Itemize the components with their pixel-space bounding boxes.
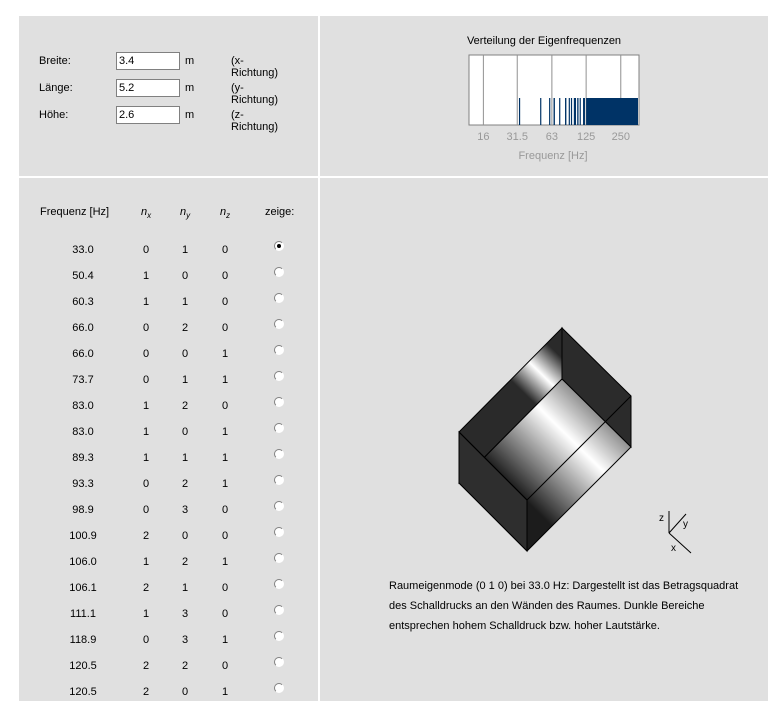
frequency-cell: 66.0 (72, 348, 94, 360)
axis-y-label: y (683, 519, 688, 530)
header-nx-sub: x (147, 211, 152, 221)
show-mode-radio[interactable] (274, 553, 284, 563)
table-row (19, 270, 318, 296)
nx-cell: 0 (142, 322, 150, 334)
length-direction: (y-Richtung) (231, 82, 279, 106)
ny-cell: 3 (181, 504, 189, 516)
nx-cell: 2 (142, 660, 150, 672)
ny-cell: 2 (181, 556, 189, 568)
show-mode-radio[interactable] (274, 501, 284, 511)
axis-x-label: x (671, 543, 676, 554)
height-unit: m (185, 109, 195, 121)
width-unit: m (185, 55, 195, 67)
table-row (19, 608, 318, 634)
nz-cell: 1 (221, 374, 229, 386)
ny-cell: 0 (181, 686, 189, 698)
dimensions-panel (19, 16, 318, 176)
nx-cell: 0 (142, 374, 150, 386)
height-label: Höhe: (39, 109, 69, 121)
tick-label: 63 (545, 131, 558, 143)
frequency-cell: 111.1 (70, 608, 96, 620)
header-nz-sub: z (226, 211, 231, 221)
frequency-cell: 50.4 (72, 270, 94, 282)
show-mode-radio[interactable] (274, 657, 284, 667)
nz-cell: 0 (221, 296, 229, 308)
nx-cell: 1 (142, 270, 150, 282)
mode-description: Raumeigenmode (0 1 0) bei 33.0 Hz: Dargestellt ist das Betragsquadrat des Schalldrucks an den Wänden des Raumes. Dunkle Bereiche entsprechen hohem Schalldruck bzw. hoher Lautstärke. (389, 580, 739, 632)
ny-cell: 1 (181, 244, 189, 256)
show-mode-radio[interactable] (274, 527, 284, 537)
table-row (19, 582, 318, 608)
frequency-cell: 33.0 (72, 244, 94, 256)
ny-cell: 2 (181, 478, 189, 490)
tick-label: 16 (477, 131, 490, 143)
show-mode-radio[interactable] (274, 267, 284, 277)
width-direction: (x-Richtung) (231, 55, 279, 79)
nx-cell: 0 (142, 504, 150, 516)
header-ny (180, 206, 190, 220)
nx-cell: 1 (142, 426, 150, 438)
nx-cell: 2 (142, 530, 150, 542)
frequency-cell: 98.9 (72, 504, 94, 516)
width-label: Breite: (39, 55, 71, 67)
table-row (19, 348, 318, 374)
show-mode-radio[interactable] (274, 449, 284, 459)
show-mode-radio[interactable] (274, 475, 284, 485)
header-frequency: Frequenz [Hz] (40, 206, 110, 218)
table-row (19, 504, 318, 530)
height-direction: (z-Richtung) (231, 109, 279, 133)
frequency-cell: 106.1 (69, 582, 97, 594)
distribution-title: Verteilung der Eigenfrequenzen (466, 35, 622, 47)
header-nx-n: n (141, 206, 148, 218)
show-mode-radio[interactable] (274, 371, 284, 381)
frequency-cell: 118.9 (69, 634, 97, 646)
ny-cell: 2 (181, 322, 189, 334)
table-row (19, 426, 318, 452)
header-nx (141, 206, 151, 220)
frequency-cell: 83.0 (72, 426, 94, 438)
width-input[interactable] (116, 52, 180, 70)
nz-cell: 1 (221, 634, 229, 646)
frequency-cell: 120.5 (69, 686, 97, 698)
show-mode-radio[interactable] (274, 293, 284, 303)
nz-cell: 0 (221, 582, 229, 594)
frequency-cell: 89.3 (72, 452, 94, 464)
table-row (19, 660, 318, 686)
show-mode-radio[interactable] (274, 319, 284, 329)
mode-table-panel (19, 178, 318, 701)
ny-cell: 1 (181, 452, 189, 464)
nz-cell: 1 (221, 686, 229, 698)
ny-cell: 1 (181, 374, 189, 386)
table-row (19, 400, 318, 426)
tick-label: 250 (611, 131, 630, 143)
distribution-xlabel: Frequenz [Hz] (518, 150, 588, 162)
header-ny-sub: y (186, 211, 191, 221)
table-row (19, 530, 318, 556)
nx-cell: 2 (142, 582, 150, 594)
nx-cell: 1 (142, 608, 150, 620)
nz-cell: 1 (221, 556, 229, 568)
show-mode-radio[interactable] (274, 605, 284, 615)
length-unit: m (185, 82, 195, 94)
table-row (19, 296, 318, 322)
ny-cell: 1 (181, 296, 189, 308)
show-mode-radio[interactable] (274, 423, 284, 433)
ny-cell: 0 (181, 348, 189, 360)
table-row (19, 478, 318, 504)
nz-cell: 1 (221, 452, 229, 464)
frequency-cell: 60.3 (72, 296, 94, 308)
header-ny-n: n (180, 206, 187, 218)
nx-cell: 1 (142, 452, 150, 464)
table-row (19, 374, 318, 400)
nz-cell: 0 (221, 400, 229, 412)
tick-label: 31.5 (506, 131, 528, 143)
nx-cell: 2 (142, 686, 150, 698)
table-row (19, 244, 318, 270)
ny-cell: 0 (181, 530, 189, 542)
table-row (19, 322, 318, 348)
nz-cell: 0 (221, 322, 229, 334)
frequency-cell: 106.0 (69, 556, 97, 568)
nx-cell: 1 (142, 400, 150, 412)
header-nz (220, 206, 230, 220)
ny-cell: 0 (181, 270, 189, 282)
frequency-cell: 120.5 (69, 660, 97, 672)
dense-mode-band (586, 98, 638, 125)
nz-cell: 0 (221, 660, 229, 672)
mode-view-panel (320, 178, 768, 701)
nx-cell: 0 (142, 634, 150, 646)
nz-cell: 0 (221, 530, 229, 542)
nz-cell: 0 (221, 504, 229, 516)
ny-cell: 1 (181, 582, 189, 594)
ny-cell: 2 (181, 660, 189, 672)
distribution-chart (468, 54, 640, 128)
table-row (19, 686, 318, 712)
nz-cell: 1 (221, 478, 229, 490)
header-nz-n: n (220, 206, 227, 218)
frequency-distribution-panel (320, 16, 768, 176)
nz-cell: 0 (221, 270, 229, 282)
show-mode-radio[interactable] (274, 683, 284, 693)
tick-label: 125 (576, 131, 596, 143)
nx-cell: 0 (142, 348, 150, 360)
length-label: Länge: (39, 82, 73, 94)
frequency-cell: 100.9 (69, 530, 97, 542)
frequency-cell: 66.0 (72, 322, 94, 334)
ny-cell: 0 (181, 426, 189, 438)
nx-cell: 0 (142, 244, 150, 256)
length-input[interactable] (116, 79, 180, 97)
show-mode-radio[interactable] (274, 345, 284, 355)
nx-cell: 1 (142, 296, 150, 308)
nz-cell: 1 (221, 348, 229, 360)
height-input[interactable] (116, 106, 180, 124)
nz-cell: 0 (221, 608, 229, 620)
show-mode-radio[interactable] (274, 579, 284, 589)
frequency-cell: 83.0 (72, 400, 94, 412)
axis-z-label: z (659, 513, 664, 524)
nx-cell: 1 (142, 556, 150, 568)
show-mode-radio[interactable] (274, 397, 284, 407)
nz-cell: 0 (221, 244, 229, 256)
table-row (19, 452, 318, 478)
frequency-cell: 73.7 (72, 374, 94, 386)
ny-cell: 2 (181, 400, 189, 412)
nx-cell: 0 (142, 478, 150, 490)
ny-cell: 3 (181, 634, 189, 646)
ny-cell: 3 (181, 608, 189, 620)
table-row (19, 556, 318, 582)
show-mode-radio[interactable] (274, 631, 284, 641)
show-mode-radio[interactable] (274, 241, 284, 251)
nz-cell: 1 (221, 426, 229, 438)
table-row (19, 634, 318, 660)
frequency-cell: 93.3 (72, 478, 94, 490)
header-show: zeige: (265, 206, 295, 218)
